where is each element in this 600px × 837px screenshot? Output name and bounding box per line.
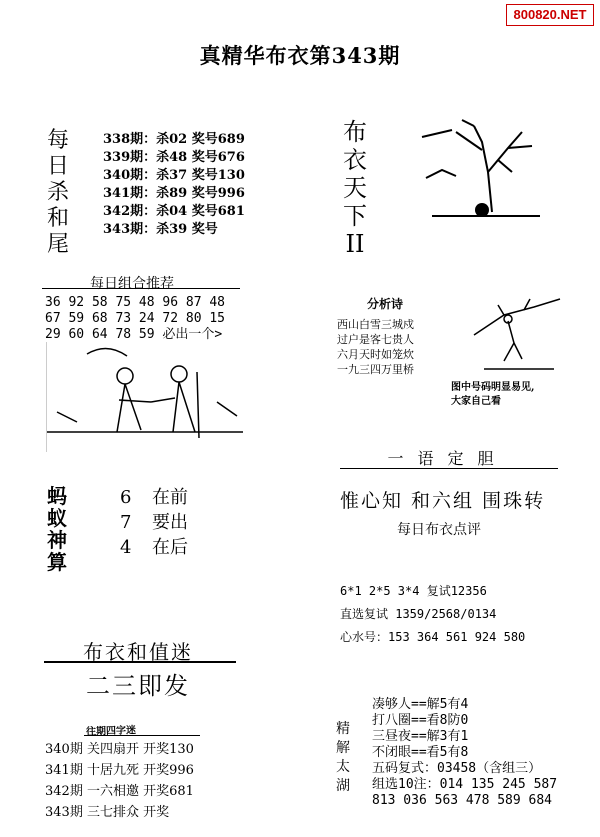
jing-jie-vertical-title: [336, 720, 354, 796]
daily-tail-list: [103, 131, 245, 239]
text: 要出: [152, 512, 188, 533]
daily-tail-vertical-title: [45, 128, 71, 258]
vchar: 每: [46, 128, 69, 153]
vchar: 日: [46, 154, 69, 179]
vchar: 太: [336, 759, 350, 775]
vchar: 布: [343, 118, 367, 146]
divider: [42, 288, 240, 289]
tips-list: [340, 580, 525, 649]
analysis-hint: [451, 381, 534, 409]
divider: [84, 735, 200, 736]
vchar: 蚂: [47, 484, 67, 508]
list-item: 五码复式：03458（含组三）: [372, 761, 542, 776]
vchar: 尾: [46, 232, 69, 257]
list-item: [120, 510, 188, 535]
vchar: 蚁: [47, 506, 67, 530]
list-item: 343期：杀39 奖号: [103, 222, 218, 237]
list-item: 341期 十居九死 开奖996: [45, 763, 194, 778]
list-item: 6*1 2*5 3*4 复试12356: [340, 584, 487, 598]
vchar: 下: [343, 202, 367, 230]
list-item: 339期：杀48 奖号676: [103, 150, 245, 165]
analysis-poem: [337, 317, 414, 377]
page-title: 真精华布衣第343期: [199, 43, 401, 68]
combo-title: 每日组合推荐: [90, 276, 174, 292]
list-item: 心水号：153 364 561 924 580: [340, 630, 526, 644]
jing-jie-list: [372, 697, 557, 809]
list-item: 打八圈==看8防0: [372, 713, 469, 728]
list-item: 338期：杀02 奖号689: [103, 132, 245, 147]
vchar: 湖: [336, 778, 350, 794]
list-item: 一九三四万里桥: [337, 363, 414, 376]
vchar: 杀: [46, 180, 69, 205]
list-item: 342期 一六相邀 开奖681: [45, 784, 194, 799]
list-item: 直选复试 1359/2568/0134: [340, 607, 497, 621]
list-item: 340期：杀37 奖号130: [103, 168, 245, 183]
slogan: 惟心知 和六组 围珠转: [340, 490, 546, 512]
vchar: 和: [46, 206, 69, 231]
vchar: 解: [336, 740, 350, 756]
divider: [44, 661, 236, 663]
bu-yi-tian-xia-title: [340, 118, 370, 258]
vchar: 精: [336, 721, 350, 737]
list-item: 六月天时如笼炊: [337, 348, 414, 361]
vchar: 算: [47, 550, 67, 574]
vchar: 神: [47, 528, 67, 552]
list-item: 341期：杀89 奖号996: [103, 186, 245, 201]
list-item: 西山白雪三城戍: [337, 318, 414, 331]
review-title: 每日布衣点评: [397, 522, 481, 538]
ant-god-vertical-title: [47, 485, 71, 573]
list-item: 三昼夜==解3有1: [372, 729, 469, 744]
number: 7: [120, 512, 132, 533]
list-item: 813 036 563 478 589 684: [372, 793, 553, 808]
combo-numbers: [45, 295, 225, 343]
recent-title: 往期四字迷: [85, 725, 137, 738]
analysis-title: 分析诗: [366, 297, 403, 311]
list-item: 大家自己看: [451, 396, 501, 407]
watermark: 800820.NET: [506, 4, 594, 26]
list-item: 29 60 64 78 59 必出一个>: [45, 327, 223, 342]
ant-god-list: [120, 485, 188, 560]
text: 在前: [152, 487, 188, 508]
he-zhi-subtitle: 二三即发: [86, 672, 190, 700]
list-item: 图中号码明显易见,: [451, 382, 535, 393]
vchar: 衣: [343, 146, 367, 174]
list-item: [120, 535, 188, 560]
list-item: [120, 485, 188, 510]
vchar: II: [345, 230, 365, 258]
two-men-illustration: [46, 342, 243, 452]
hanging-tree-illustration: [464, 295, 564, 375]
list-item: 36 92 58 75 48 96 87 48: [45, 295, 226, 310]
tree-illustration: [412, 112, 542, 222]
he-zhi-title: 布衣和值迷: [83, 640, 193, 664]
recent-list: [45, 739, 194, 823]
one-word-title: 一语定胆: [387, 449, 508, 468]
list-item: 342期：杀04 奖号681: [103, 204, 245, 219]
list-item: 凑够人==解5有4: [372, 697, 469, 712]
number: 4: [120, 537, 132, 558]
number: 6: [120, 487, 132, 508]
list-item: 67 59 68 73 24 72 80 15: [45, 311, 226, 326]
vchar: 天: [343, 174, 367, 202]
list-item: 组选10注：014 135 245 587: [372, 777, 558, 792]
list-item: 343期 三七排众 开奖: [45, 805, 170, 820]
divider: [340, 468, 558, 469]
list-item: 过户是客七贵人: [337, 333, 414, 346]
text: 在后: [152, 537, 188, 558]
list-item: 340期 关四扇开 开奖130: [45, 742, 194, 757]
list-item: 不闭眼==看5有8: [372, 745, 469, 760]
